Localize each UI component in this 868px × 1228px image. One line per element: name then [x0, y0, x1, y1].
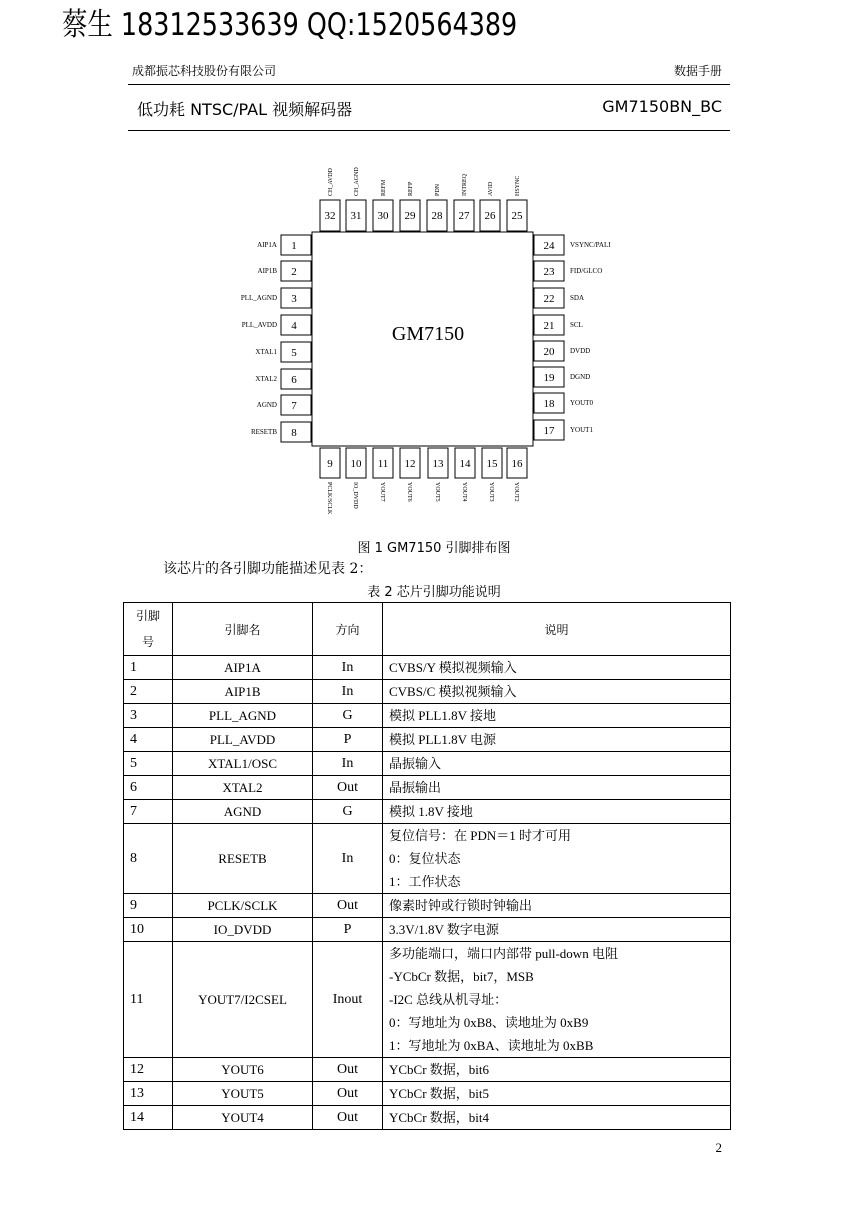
pin-direction-cell: In — [313, 752, 383, 776]
header-pin-number-line1: 引脚 — [135, 609, 160, 623]
pin-description-cell — [383, 894, 731, 918]
pin-name-right: YOUT1 — [570, 426, 593, 434]
pin-name-left: AIP1B — [257, 267, 277, 275]
pin-name-top: PDN — [435, 183, 441, 196]
pin-direction-cell: In — [313, 824, 383, 894]
pin-number-left: 5 — [291, 347, 297, 359]
pin-number-right: 23 — [543, 266, 555, 278]
header-manual-label: 数据手册 — [673, 64, 722, 78]
table-row — [124, 680, 731, 704]
pin-direction-cell: Out — [313, 894, 383, 918]
pin-name-right: YOUT0 — [570, 399, 593, 407]
pin-number-right: 18 — [543, 398, 555, 410]
pin-direction-cell: Out — [313, 1106, 383, 1130]
table-row — [124, 1106, 731, 1130]
pin-name-right: SCL — [570, 321, 583, 329]
description-line: 1：写地址为 0xBA、读地址为 0xBB — [389, 1038, 594, 1053]
pin-name-cell: XTAL1/OSC — [173, 752, 313, 776]
table-row — [124, 728, 731, 752]
pin-name-cell: YOUT7/I2CSEL — [173, 942, 313, 1058]
description-line: -I2C 总线从机寻址： — [389, 992, 508, 1007]
table-row — [124, 1058, 731, 1082]
table-row — [124, 752, 731, 776]
pin-name-bottom: YOUT6 — [406, 482, 412, 502]
pin-number-cell: 2 — [124, 680, 173, 704]
pin-number-bottom: 12 — [404, 458, 416, 470]
pin-number-cell: 12 — [124, 1058, 173, 1082]
pin-description-cell — [383, 824, 731, 894]
header-pin-number — [124, 603, 173, 656]
description-line: 复位信号：在 PDN＝1 时才可用 — [389, 828, 572, 843]
pin-name-cell: YOUT5 — [173, 1082, 313, 1106]
pin-name-top: CH_AGND — [354, 167, 360, 196]
pin-name-left: XTAL2 — [255, 375, 277, 383]
pin-name-left: AIP1A — [257, 241, 277, 249]
pin-direction-cell: Out — [313, 776, 383, 800]
contact-watermark: 蔡生 18312533639 QQ:1520564389 — [62, 7, 518, 43]
pin-number-left: 8 — [291, 427, 297, 439]
description-line: 像素时钟或行锁时钟输出 — [389, 898, 533, 913]
table-row — [124, 656, 731, 680]
header-direction: 方向 — [313, 603, 383, 656]
pin-number-top: 28 — [431, 210, 443, 222]
table-row — [124, 800, 731, 824]
pin-number-top: 30 — [377, 210, 389, 222]
pin-number-bottom: 10 — [350, 458, 362, 470]
pin-name-right: DVDD — [570, 347, 591, 355]
pin-name-right: DGND — [570, 373, 591, 381]
table-row — [124, 1082, 731, 1106]
pin-number-right: 22 — [543, 293, 555, 305]
pin-name-bottom: YOUT5 — [434, 482, 440, 502]
pin-name-cell: PLL_AVDD — [173, 728, 313, 752]
description-line: 3.3V/1.8V 数字电源 — [389, 922, 499, 937]
pin-name-bottom: PCLK/SCLK — [326, 482, 332, 515]
table-header-row — [124, 603, 731, 656]
pin-number-bottom: 16 — [511, 458, 523, 470]
pin-description-cell — [383, 800, 731, 824]
pin-name-bottom: IO_DVDD — [352, 482, 358, 509]
pin-number-top: 25 — [511, 210, 523, 222]
pin-name-cell: YOUT4 — [173, 1106, 313, 1130]
pin-name-cell: YOUT6 — [173, 1058, 313, 1082]
pin-direction-cell: G — [313, 800, 383, 824]
pin-name-right: VSYNC/PALI — [570, 241, 611, 249]
pin-name-left: RESETB — [250, 428, 277, 436]
pin-number-top: 29 — [404, 210, 416, 222]
pin-name-bottom: YOUT2 — [513, 482, 519, 502]
pin-number-top: 26 — [484, 210, 496, 222]
pin-number-cell: 5 — [124, 752, 173, 776]
pin-number-left: 1 — [291, 240, 297, 252]
part-number: GM7150BN_BC — [602, 97, 722, 116]
pin-number-bottom: 14 — [459, 458, 471, 470]
figure-caption: 图 1 GM7150 引脚排布图 — [357, 541, 511, 556]
table-caption: 表 2 芯片引脚功能说明 — [367, 585, 501, 600]
table-row — [124, 942, 731, 1058]
pin-number-cell: 14 — [124, 1106, 173, 1130]
pin-name-bottom: YOUT4 — [461, 482, 467, 502]
description-line: YCbCr 数据，bit4 — [389, 1110, 490, 1125]
pin-name-right: SDA — [570, 294, 585, 302]
pin-number-bottom: 13 — [432, 458, 444, 470]
pin-direction-cell: Out — [313, 1082, 383, 1106]
pin-number-right: 20 — [543, 346, 555, 358]
pin-description-cell — [383, 776, 731, 800]
pin-direction-cell: Inout — [313, 942, 383, 1058]
description-line: CVBS/Y 模拟视频输入 — [389, 660, 517, 675]
pin-description-cell — [383, 918, 731, 942]
pin-number-cell: 1 — [124, 656, 173, 680]
pin-number-cell: 10 — [124, 918, 173, 942]
pin-name-cell: PCLK/SCLK — [173, 894, 313, 918]
pin-number-left: 6 — [291, 374, 297, 386]
pin-name-cell: AIP1A — [173, 656, 313, 680]
pin-number-right: 24 — [543, 240, 555, 252]
pin-number-left: 3 — [291, 293, 297, 305]
pin-name-cell: AIP1B — [173, 680, 313, 704]
description-line: 1：工作状态 — [389, 874, 461, 889]
pin-description-cell — [383, 1058, 731, 1082]
pin-number-left: 2 — [291, 266, 297, 278]
pin-number-cell: 9 — [124, 894, 173, 918]
pin-number-bottom: 9 — [327, 458, 333, 470]
header-pin-number-line2: 号 — [141, 635, 154, 649]
pin-number-left: 4 — [291, 320, 297, 332]
pin-name-left: AGND — [256, 401, 277, 409]
pin-direction-cell: G — [313, 704, 383, 728]
pin-name-top: AVID — [488, 181, 494, 196]
pin-name-top: REFM — [381, 179, 387, 196]
page-number: 2 — [715, 1140, 722, 1155]
table-row — [124, 824, 731, 894]
pin-number-left: 7 — [291, 400, 297, 412]
table-row — [124, 918, 731, 942]
pin-name-cell: AGND — [173, 800, 313, 824]
pin-direction-cell: Out — [313, 1058, 383, 1082]
pin-name-top: REFP — [408, 181, 414, 196]
pinout-diagram — [0, 0, 868, 540]
pin-function-table — [123, 602, 731, 1130]
chip-label: GM7150 — [391, 323, 465, 345]
description-line: 模拟 1.8V 接地 — [389, 804, 473, 819]
description-line: 0：写地址为 0xB8、读地址为 0xB9 — [389, 1015, 589, 1030]
description-line: YCbCr 数据，bit6 — [389, 1062, 490, 1077]
pin-number-cell: 13 — [124, 1082, 173, 1106]
pin-description-cell — [383, 942, 731, 1058]
table-row — [124, 894, 731, 918]
pin-name-left: XTAL1 — [255, 348, 277, 356]
description-line: YCbCr 数据，bit5 — [389, 1086, 490, 1101]
pin-number-right: 17 — [543, 425, 555, 437]
pin-number-bottom: 15 — [486, 458, 498, 470]
table-row — [124, 704, 731, 728]
pin-number-cell: 11 — [124, 942, 173, 1058]
pin-name-top: HSYNC — [515, 175, 521, 196]
pin-number-cell: 8 — [124, 824, 173, 894]
pin-description-cell — [383, 1106, 731, 1130]
description-line: CVBS/C 模拟视频输入 — [389, 684, 517, 699]
pin-direction-cell: P — [313, 728, 383, 752]
description-line: 晶振输出 — [389, 780, 442, 795]
pin-name-top: CH_AVDD — [328, 168, 334, 196]
pin-name-top: INTREQ — [462, 174, 468, 196]
pin-description-cell — [383, 680, 731, 704]
pin-name-bottom: YOUT7 — [379, 482, 385, 502]
pin-name-cell: IO_DVDD — [173, 918, 313, 942]
pin-number-cell: 6 — [124, 776, 173, 800]
pin-number-right: 21 — [543, 320, 555, 332]
header-company: 成都振芯科技股份有限公司 — [132, 64, 277, 78]
pin-number-right: 19 — [543, 372, 555, 384]
pin-description-cell — [383, 1082, 731, 1106]
pin-description-cell — [383, 656, 731, 680]
pin-number-cell: 4 — [124, 728, 173, 752]
pin-name-cell: RESETB — [173, 824, 313, 894]
description-line: 0：复位状态 — [389, 851, 461, 866]
pin-direction-cell: In — [313, 656, 383, 680]
description-line: 模拟 PLL1.8V 电源 — [389, 732, 497, 747]
pin-name-cell: PLL_AGND — [173, 704, 313, 728]
pin-number-cell: 7 — [124, 800, 173, 824]
pin-number-top: 31 — [350, 210, 362, 222]
pin-number-cell: 3 — [124, 704, 173, 728]
pin-name-cell: XTAL2 — [173, 776, 313, 800]
pin-name-bottom: YOUT3 — [488, 482, 494, 502]
pin-description-cell — [383, 752, 731, 776]
pin-number-bottom: 11 — [377, 458, 389, 470]
pin-direction-cell: P — [313, 918, 383, 942]
pin-name-right: FID/GLCO — [570, 267, 603, 275]
pin-description-cell — [383, 728, 731, 752]
table-row — [124, 776, 731, 800]
pin-number-top: 32 — [324, 210, 336, 222]
intro-text: 该芯片的各引脚功能描述见表 2： — [163, 561, 373, 577]
pin-direction-cell: In — [313, 680, 383, 704]
description-line: 模拟 PLL1.8V 接地 — [389, 708, 497, 723]
header-description: 说明 — [383, 603, 731, 656]
document-title: 低功耗 NTSC/PAL 视频解码器 — [137, 100, 353, 119]
description-line: -YCbCr 数据，bit7，MSB — [389, 969, 534, 984]
description-line: 多功能端口，端口内部带 pull-down 电阻 — [389, 946, 618, 961]
pin-description-cell — [383, 704, 731, 728]
pin-name-left: PLL_AGND — [240, 294, 277, 302]
description-line: 晶振输入 — [389, 756, 442, 771]
header-pin-name: 引脚名 — [173, 603, 313, 656]
pin-name-left: PLL_AVDD — [241, 321, 277, 329]
pin-number-top: 27 — [458, 210, 470, 222]
